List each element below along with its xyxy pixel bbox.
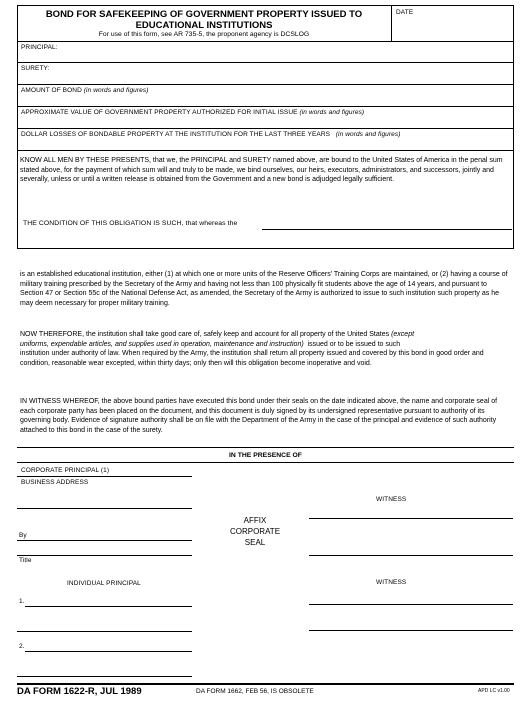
witness-whereof-paragraph: IN WITNESS WHEREOF, the above bound parties have executed this bond under their seals on the date indicated above, the name and corporate seal of each corporate party has been placed on the document, and this document is duly signed by its undersigned representative pursuant to authority of its governing body. Evidence of signature authority shall be on file with the Department of the Army in the case of the principal and evidence of such authority attached to this bond in the case of the surety.	[20, 398, 498, 434]
obsolete-notice: DA FORM 1662, FEB 56, IS OBSOLETE	[196, 688, 314, 695]
surety-input[interactable]	[18, 73, 512, 83]
row-divider	[17, 41, 514, 42]
footer-rule	[17, 683, 514, 685]
principal-2-label: 2.	[19, 643, 25, 650]
top-border	[17, 5, 514, 6]
form-title: BOND FOR SAFEKEEPING OF GOVERNMENT PROPERTY ISSUED TO EDUCATIONAL INSTITUTIONS	[45, 9, 363, 31]
amount-note: (in words and figures)	[83, 87, 149, 94]
principal-2-input[interactable]	[26, 638, 191, 650]
losses-note: (in words and figures)	[335, 131, 401, 138]
witness-3-line	[309, 604, 513, 605]
principal-2-line	[25, 651, 192, 652]
obligation-paragraph: KNOW ALL MEN BY THESE PRESENTS, that we, the PRINCIPAL and SURETY named above, are bound to the United States of America in the penal sum stated above, for the payment of which sum will and truly to be made, we bind ourselves, our heirs, executors, administrators, and successors, jointly and severally, unless or until a written release is obtained from the Government and a new bond is adjudged legally sufficient.	[20, 157, 503, 184]
title-input[interactable]	[18, 542, 191, 554]
witness-4-line	[309, 630, 513, 631]
affix-seal: AFFIX CORPORATE SEAL	[229, 516, 281, 547]
individual-principal-label: INDIVIDUAL PRINCIPAL	[67, 580, 141, 587]
corporate-principal-label: CORPORATE PRINCIPAL (1)	[21, 467, 110, 474]
witness-4-input[interactable]	[309, 615, 511, 629]
row-divider	[17, 106, 514, 107]
now-therefore-paragraph: NOW THEREFORE, the institution shall take good care of, safely keep and account for all property of the United States (except uniforms, expendable articles, and supplies used in operation, maintenance and instruction) issued or to be issued to such institution under authority of law. When required by the Army, the institution shall return all property issued and covered by this bond in good order and condition, reasonable wear excepted, within thirty days; only then will this obligation become inoperative and void.	[20, 331, 484, 367]
row-divider	[17, 62, 514, 63]
form-subtitle: For use of this form, see AR 735-5, the proponent agency is DCSLOG	[98, 31, 310, 38]
presence-top-line	[17, 447, 514, 448]
principal-2-extra-line	[17, 676, 192, 677]
form-number: DA FORM 1622-R, JUL 1989	[17, 686, 142, 697]
by-label: By	[19, 532, 27, 539]
approx-value-input[interactable]	[18, 117, 512, 127]
institution-name-input[interactable]	[262, 218, 512, 229]
approx-value-label: APPROXIMATE VALUE OF GOVERNMENT PROPERTY AUTHORIZED FOR INITIAL ISSUE (in words and figures)	[21, 109, 365, 116]
version-tag: APD LC v1.00	[478, 688, 510, 694]
surety-label: SURETY:	[21, 65, 50, 72]
losses-label: DOLLAR LOSSES OF BONDABLE PROPERTY AT THE INSTITUTION FOR THE LAST THREE YEARS (in words and figures)	[21, 131, 401, 138]
losses-input[interactable]	[18, 139, 512, 149]
amount-input[interactable]	[18, 95, 512, 105]
principal-1-line	[25, 606, 192, 607]
witness-label-1: WITNESS	[376, 496, 407, 503]
witness-1-input[interactable]	[309, 503, 511, 517]
row-divider	[17, 150, 514, 151]
business-address-label: BUSINESS ADDRESS	[21, 479, 89, 486]
principal-1-input[interactable]	[26, 593, 191, 605]
institution-name-line	[262, 229, 512, 230]
date-label: DATE	[396, 9, 414, 16]
business-address-line	[17, 508, 192, 509]
title-label: Title	[19, 557, 32, 564]
approx-note: (in words and figures)	[299, 109, 365, 116]
business-address-input[interactable]	[18, 487, 191, 507]
principal-1-label: 1.	[19, 598, 25, 605]
principal-2-extra-input[interactable]	[18, 662, 191, 675]
title-line	[17, 555, 192, 556]
by-signature-input[interactable]	[30, 527, 191, 540]
date-input[interactable]	[392, 18, 512, 40]
principal-input[interactable]	[18, 52, 512, 62]
witness-1-line	[309, 518, 513, 519]
by-line	[17, 540, 192, 541]
principal-label: PRINCIPAL:	[21, 44, 58, 51]
row-divider	[17, 128, 514, 129]
condition-label: THE CONDITION OF THIS OBLIGATION IS SUCH, that whereas the	[23, 220, 238, 227]
sig-divider	[17, 476, 192, 477]
presence-bottom-line	[17, 462, 514, 463]
institution-name-line-2	[17, 248, 514, 249]
witness-2-input[interactable]	[309, 540, 511, 554]
presence-heading: IN THE PRESENCE OF	[229, 452, 302, 459]
witness-3-input[interactable]	[309, 589, 511, 603]
row-divider	[17, 84, 514, 85]
principal-1-extra-line	[17, 631, 192, 632]
amount-label: AMOUNT OF BOND (in words and figures)	[21, 87, 149, 94]
witness-label-2: WITNESS	[376, 579, 407, 586]
witness-2-line	[309, 555, 513, 556]
principal-1-extra-input[interactable]	[18, 618, 191, 630]
institution-paragraph: is an established educational institution, either (1) at which one or more units of the Reserve Officers' Training Corps are maintained, or (2) having a course of military training prescribed by the Secretary of the Army and having not less than 100 physically fit students above the age of 14 years, and pursuant to Section 47 or Section 55c of the National Defense Act, as amended, the Secretary of the Army is authorized to issue to such institution such property as he may deem necessary for proper military training.	[20, 271, 508, 307]
